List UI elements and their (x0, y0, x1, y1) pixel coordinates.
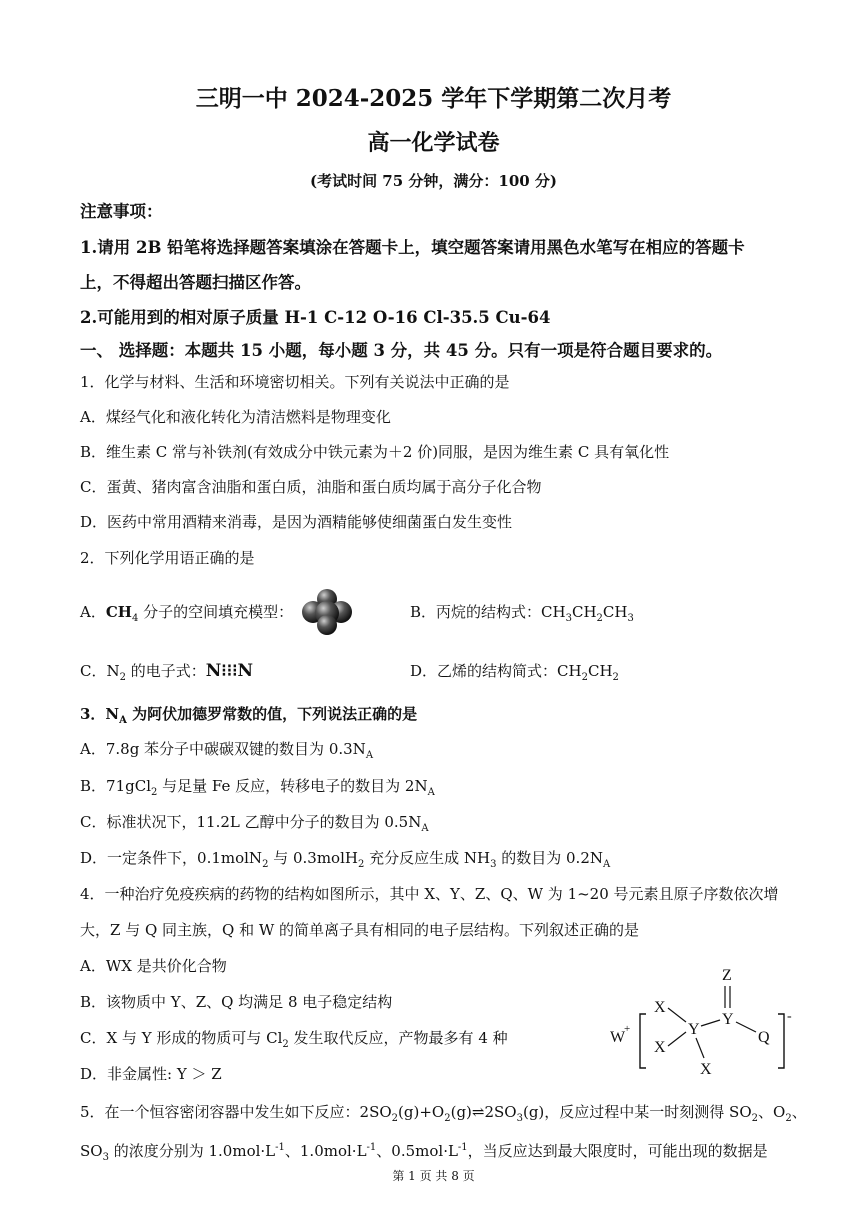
ch4-space-filling-model-icon (298, 586, 356, 636)
struct-y-left: Y (688, 1021, 700, 1038)
right-bracket (778, 1014, 784, 1068)
q4-structure-diagram (606, 962, 806, 1082)
struct-w: W (610, 1029, 626, 1046)
q1-stem: 1．化学与材料、生活和环境密切相关。下列有关说法中正确的是 (80, 373, 510, 391)
q3-option-c: C．标准状况下，11.2L 乙醇中分子的数目为 $0.5N_A$ (80, 813, 429, 834)
exam-info: (考试时间 75 分钟，满分：100 分) (309, 172, 558, 190)
q1-option-a: A．煤经气化和液化转化为清洁燃料是物理变化 (80, 408, 391, 426)
q2-option-d: D．乙烯的结构简式：$CH_2CH_2$ (410, 662, 619, 683)
q4-option-d: D．非金属性: Y ＞ Z (80, 1065, 222, 1083)
bond-y-y (701, 1020, 720, 1026)
q4-option-c: C．X 与 Y 形成的物质可与 $Cl_2$ 发生取代反应，产物最多有 4 种 (80, 1029, 508, 1050)
bond-y-q (736, 1022, 756, 1032)
q2-stem: 2．下列化学用语正确的是 (80, 549, 255, 567)
q3-stem: 3．$N_A$ 为阿伏加德罗常数的值，下列说法正确的是 (80, 705, 418, 726)
note-1a: 1.请用 2B 铅笔将选择题答案填涂在答题卡上，填空题答案请用黑色水笔写在相应的答题卡 (80, 238, 745, 257)
note-2: 2.可能用到的相对原子质量 H-1 C-12 O-16 Cl-35.5 Cu-64 (80, 308, 551, 327)
q4-stem-2: 大，Z 与 Q 同主族，Q 和 W 的简单离子具有相同的电子层结构。下列叙述正确的是 (80, 921, 640, 939)
bond-x-y-bottom (668, 1032, 686, 1046)
notes-heading: 注意事项： (80, 202, 163, 221)
struct-x-bottom: X (654, 1039, 666, 1056)
q5-line-2: $SO_3$ 的浓度分别为 $1.0mol\cdot L^{-1}$、$1.0mol\cdot L^{-1}$、$0.5mol\cdot L^{-1}$，当反应达到最大限度时，可能出现的数据是 (80, 1142, 768, 1163)
q4-option-b: B．该物质中 Y、Z、Q 均满足 8 电子稳定结构 (80, 993, 393, 1011)
q4-option-a: A．WX 是共价化合物 (80, 957, 227, 975)
q3-option-b: B．71gCl$_2$ 与足量 Fe 反应，转移电子的数目为 $2N_A$ (80, 777, 435, 798)
page-footer: 第 1 页 共 8 页 (392, 1169, 475, 1183)
left-bracket (640, 1014, 646, 1068)
struct-q: Q (758, 1029, 770, 1046)
q1-option-d: D．医药中常用酒精来消毒，是因为酒精能够使细菌蛋白发生变性 (80, 513, 513, 531)
exam-subtitle: 高一化学试卷 (367, 130, 500, 156)
struct-x-top: X (654, 999, 666, 1016)
bond-x-y-top (668, 1008, 686, 1022)
q4-stem-1: 4．一种治疗免疫疾病的药物的结构如图所示，其中 X、Y、Z、Q、W 为 1~20 号元素且原子序数依次增 (80, 885, 779, 903)
struct-z: Z (722, 967, 732, 984)
struct-y-right: Y (722, 1011, 734, 1028)
section-heading: 一、 选择题：本题共 15 小题，每小题 3 分，共 45 分。只有一项是符合题目要求的。 (80, 341, 723, 360)
q3-option-a: A．7.8g 苯分子中碳碳双键的数目为 $0.3N_A$ (80, 740, 374, 761)
note-1b: 上，不得超出答题扫描区作答。 (80, 273, 311, 292)
q1-option-c: C．蛋黄、猪肉富含油脂和蛋白质，油脂和蛋白质均属于高分子化合物 (80, 478, 542, 496)
struct-charge: - (787, 1009, 792, 1024)
exam-title: 三明一中 2024-2025 学年下学期第二次月考 (195, 85, 672, 112)
q1-option-b: B．维生素 C 常与补铁剂(有效成分中铁元素为＋2 价)同服，是因为维生素 C 具有氧化性 (80, 443, 670, 461)
q3-option-d: D．一定条件下，0.1molN$_2$ 与 0.3molH$_2$ 充分反应生成 $NH_3$ 的数目为 $0.2N_A$ (80, 849, 611, 870)
struct-w-charge: + (624, 1023, 631, 1035)
q2-option-b: B．丙烷的结构式：$CH_3CH_2CH_3$ (410, 603, 634, 624)
q2-option-a: A．$CH_4$ 分子的空间填充模型： (80, 603, 294, 624)
struct-x-lower: X (700, 1061, 712, 1078)
q2-option-c: C．$N_2$ 的电子式：N⁝⁝⁝N (80, 661, 254, 683)
bond-y-x-lower (696, 1038, 704, 1058)
q5-line-1: 5．在一个恒容密闭容器中发生如下反应：$2SO_2(g)+O_2(g)\rightleftharpoons 2SO_3(g)$，反应过程中某一时刻测得 $SO_2$、$O_2$、 (80, 1103, 807, 1124)
